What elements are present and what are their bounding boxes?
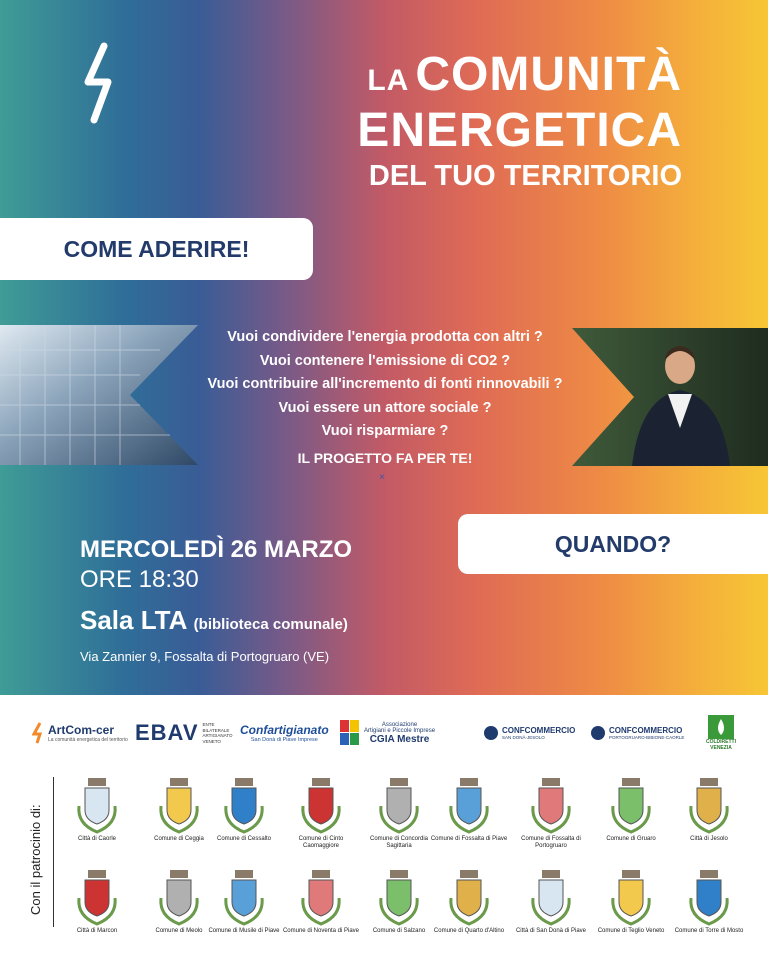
- question-item: Vuoi condividere l'energia prodotta con altri ?: [227, 329, 543, 345]
- venue-name: Sala LTA: [80, 605, 187, 635]
- crest-name: Comune di Fossalta di Piave: [430, 836, 508, 842]
- crest-name: Comune di Salzano: [372, 928, 426, 934]
- crest-item: [360, 776, 438, 850]
- crest-item: [670, 776, 748, 843]
- artcom-bolt-icon: [32, 722, 46, 744]
- progetto-slogan: IL PROGETTO FA PER TE!: [297, 450, 473, 466]
- crest-item: [670, 868, 748, 935]
- crest-item: [282, 776, 360, 850]
- confcom2-name: CONFCOMMERCIO: [609, 726, 683, 735]
- question-item: Vuoi contenere l'emissione di CO2 ?: [259, 352, 511, 369]
- coat-of-arms-icon: [299, 776, 343, 834]
- cgia-main: CGIA Mestre: [369, 733, 430, 745]
- crest-name: Comune di Quarto d'Altino: [433, 928, 505, 934]
- crest-name: Comune di Teglio Veneto: [597, 928, 665, 934]
- event-date: MERCOLEDÌ 26 MARZO: [80, 536, 353, 563]
- question-item: Vuoi contribuire all'incremento di fonti rinnovabili ?: [207, 376, 563, 392]
- question-item: Vuoi risparmiare ?: [321, 423, 449, 439]
- crest-name: Comune di Noventa di Piave: [282, 928, 360, 934]
- poster-title: [357, 50, 682, 194]
- confart-sub2: Imprese: [297, 737, 318, 743]
- coat-of-arms-icon: [222, 868, 266, 926]
- crest-name: Comune di Cinto Caomaggiore: [298, 836, 344, 849]
- coat-of-arms-icon: [687, 868, 731, 926]
- coat-of-arms-icon: [447, 868, 491, 926]
- businessman-photo: [572, 328, 768, 466]
- event-time: ORE 18:30: [80, 566, 199, 593]
- title-line-3: DEL TUO TERRITORIO: [368, 160, 682, 192]
- artcom-tagline: La comunità energetica del territorio: [48, 737, 128, 743]
- confart-sub: San Donà di Piave: [250, 737, 297, 743]
- crest-item: [58, 868, 136, 935]
- ebav-logo: [135, 705, 243, 761]
- event-address: Via Zannier 9, Fossalta di Portogruaro (VE): [80, 649, 330, 664]
- coldiretti-logo: [706, 705, 736, 761]
- event-venue: [80, 605, 352, 640]
- eagle-icon: [483, 725, 499, 741]
- small-mark: ×: [379, 472, 385, 483]
- coat-of-arms-icon: [222, 776, 266, 834]
- crest-name: Comune di Cessalto: [216, 836, 272, 842]
- patrocinio-label: Con il patrocinio di:: [28, 804, 43, 915]
- title-line-2: ENERGETICA: [357, 104, 682, 157]
- confcommercio-sandona-logo: [483, 705, 575, 761]
- confcommercio-portogruaro-logo: [590, 705, 684, 761]
- coat-of-arms-icon: [377, 776, 421, 834]
- questions-block: [170, 326, 600, 444]
- crest-item: [205, 776, 283, 843]
- coldiretti-name: COLDIRETTI VENEZIA: [706, 739, 736, 751]
- crest-item: [592, 776, 670, 843]
- crest-name: Città di Jesolo: [690, 836, 728, 842]
- crest-name: Comune di Musile di Piave: [208, 928, 280, 934]
- crest-item: [430, 868, 508, 935]
- cgia-blocks-icon: [340, 720, 360, 746]
- artcom-name: ArtCom-cer: [48, 723, 115, 737]
- title-line-1: COMUNITÀ: [415, 48, 682, 101]
- confart-name: Confartigianato: [240, 723, 329, 737]
- coat-of-arms-icon: [377, 868, 421, 926]
- crest-item: [512, 776, 590, 850]
- event-details: [80, 535, 352, 664]
- coat-of-arms-icon: [75, 868, 119, 926]
- crest-name: Comune di Meolo: [155, 928, 203, 934]
- lightning-bolt-icon: [78, 42, 130, 124]
- venue-note: (biblioteca comunale): [193, 616, 348, 633]
- crest-item: [205, 868, 283, 935]
- cgia-top: Associazione: [381, 721, 418, 728]
- crest-name: Città di Caorle: [77, 836, 116, 842]
- coat-of-arms-icon: [609, 868, 653, 926]
- crest-item: [282, 868, 360, 935]
- glass-building-photo: [0, 325, 198, 465]
- coat-of-arms-icon: [157, 868, 201, 926]
- confcom2-sub: PORTOGRUARO-BIBIONE-CAORLE: [609, 735, 685, 740]
- cgia-logo: [340, 705, 435, 761]
- coat-of-arms-icon: [529, 776, 573, 834]
- crest-name: Comune di Concordia Sagittaria: [369, 836, 429, 849]
- come-aderire-banner: COME ADERIRE!: [0, 218, 313, 280]
- coat-of-arms-icon: [529, 868, 573, 926]
- crest-name: Comune di Ceggia: [154, 836, 204, 842]
- ebav-name: EBAV: [135, 720, 199, 745]
- patrocinio-divider: [53, 777, 54, 927]
- artcom-logo: [32, 705, 128, 761]
- crest-name: Comune di Torre di Mosto: [674, 928, 744, 934]
- quando-banner: QUANDO?: [458, 514, 768, 574]
- coat-of-arms-icon: [299, 868, 343, 926]
- crest-item: [592, 868, 670, 935]
- coat-of-arms-icon: [75, 776, 119, 834]
- question-item: Vuoi essere un attore sociale ?: [278, 399, 492, 416]
- coat-of-arms-icon: [157, 776, 201, 834]
- confcom1-name: CONFCOMMERCIO: [502, 726, 576, 735]
- cgia-mid: Artigiani e Piccole Imprese: [364, 727, 436, 734]
- title-article: LA: [367, 64, 410, 97]
- crest-item: [58, 776, 136, 843]
- crest-item: [360, 868, 438, 935]
- crest-name: Comune di Gruaro: [606, 836, 656, 842]
- ebav-text: ENTE BILATERALE ARTIGIANATO VENETO: [202, 722, 233, 744]
- crest-name: Città di San Donà di Piave: [515, 928, 587, 934]
- crest-item: [430, 776, 508, 843]
- coat-of-arms-icon: [687, 776, 731, 834]
- coat-of-arms-icon: [609, 776, 653, 834]
- coat-of-arms-icon: [447, 776, 491, 834]
- confartigianato-logo: [240, 705, 329, 761]
- confcom1-sub: SAN DONÀ-JESOLO: [502, 735, 545, 740]
- sponsor-logos: [0, 705, 768, 761]
- crest-name: Comune di Fossalta di Portogruaro: [521, 836, 581, 849]
- crest-item: [512, 868, 590, 935]
- coldiretti-icon: [708, 715, 734, 739]
- crest-name: Città di Marcon: [76, 928, 118, 934]
- eagle-icon: [590, 725, 606, 741]
